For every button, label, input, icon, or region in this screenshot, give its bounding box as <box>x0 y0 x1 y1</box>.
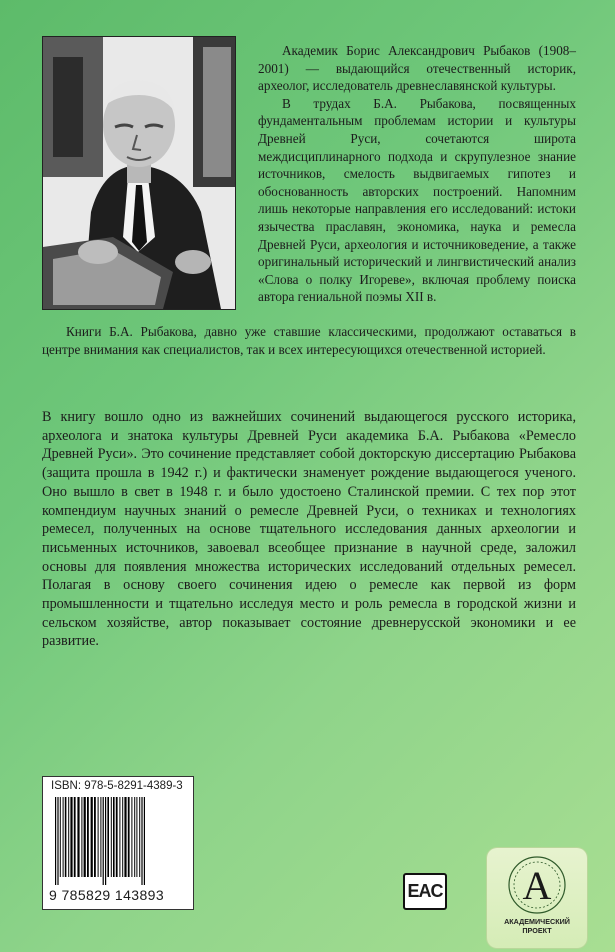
books-paragraph: Книги Б.А. Рыбакова, давно уже ставшие классическими, продолжают оставаться в центре внимания как специалистов, так и всех интересующихся отечественной историей. <box>42 324 576 357</box>
author-bio <box>258 42 576 306</box>
publisher-name <box>487 918 587 935</box>
author-photo <box>42 36 236 310</box>
eac-mark: EAC <box>403 873 447 910</box>
publisher-logo <box>487 848 587 948</box>
publisher-letter: А <box>522 863 552 908</box>
isbn-barcode-block <box>42 776 194 910</box>
barcode <box>53 797 183 885</box>
publisher-name-line2: ПРОЕКТ <box>522 925 552 935</box>
barcode-digits: 9 785829 143893 <box>49 887 164 903</box>
publisher-emblem-icon <box>507 854 567 916</box>
book-description: В книгу вошло одно из важнейших сочинений выдающегося русского историка, археолога и знатока культуры Древней Руси академика Б.А. Рыбакова «Ремесло Древней Руси». Это сочинение представляет собой докторскую диссертацию Рыбакова (защита прошла в 1942 г.) и фактически знаменует рождение выдающегося ученого. Оно вышло в свет в 1948 г. и было удостоено Сталинской премии. С тех пор этот компендиум научных знаний о ремесле Древней Руси, о техниках и технологиях ремесел, полученных на основе тщательного исследования данных археологии и письменных источников, завоевал всеобщее признание в научной среде, заложил основы для появления множества исторических исследований отдельных ремесел. Полагая в основу своего сочинения идею о ремесле как первой из форм промышленности и тщательно исследуя место и роль ремесла в городской жизни и сельском хозяйстве, автор показывает состояние древнерусской экономики и ее развитие. <box>42 409 576 650</box>
bio-paragraph: Академик Борис Александрович Рыбаков (1908–2001) — выдающийся отечественный историк, археолог, исследователь древнеславянской культуры. <box>258 43 576 94</box>
isbn-text: ISBN: 978-5-8291-4389-3 <box>51 780 183 792</box>
publisher-name-line1: АКАДЕМИЧЕСКИЙ <box>504 917 570 926</box>
bio-paragraph: В трудах Б.А. Рыбакова, посвященных фундаментальным проблемам истории и культуры Древней Руси, сочетаются широта междисциплинарного подхода и скрупулезное знание источников, смелость выдвигаемых гипотез и обоснованность авторских построений. Напомним лишь некоторые направления его исследований: истоки язычества праславян, экономика, наука и ремесла Древней Руси, археология и источниковедение, а также оригинальный исторический и лингвистический анализ «Слова о полку Игореве», включая проблему поиска автора гениальной поэмы XII в. <box>258 95 576 305</box>
